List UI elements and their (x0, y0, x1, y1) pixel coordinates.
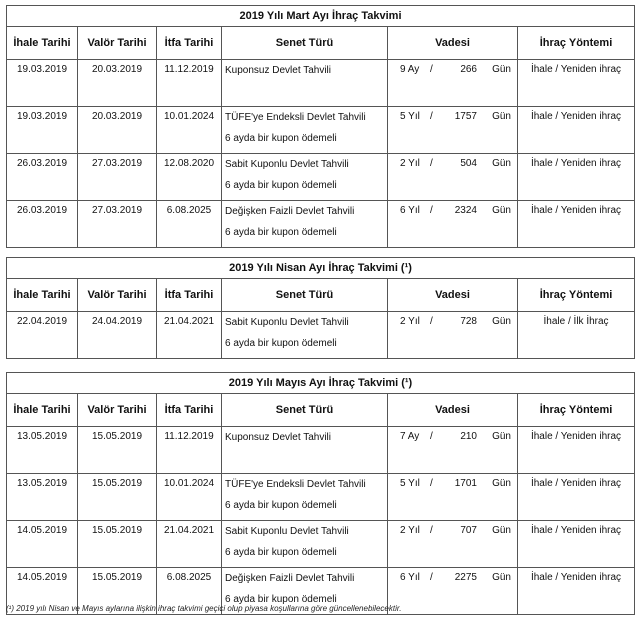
table-row (7, 521, 635, 568)
schedule-table-nisan (6, 257, 635, 359)
senet-line-2: 6 ayda bir kupon ödemeli (225, 133, 337, 144)
cell-valor: 27.03.2019 (78, 201, 157, 248)
cell-vade (388, 201, 518, 248)
vade-gun: 210 (460, 431, 477, 442)
header-yontem: İhraç Yöntemi (518, 27, 635, 60)
cell-valor: 20.03.2019 (78, 60, 157, 107)
cell-vade (388, 312, 518, 359)
cell-itfa: 11.12.2019 (157, 60, 222, 107)
vade-gun-unit: Gün (492, 205, 511, 216)
cell-vade (388, 107, 518, 154)
cell-senet (222, 201, 388, 248)
senet-line-1: TÜFE'ye Endeksli Devlet Tahvili (225, 112, 366, 123)
cell-vade (388, 521, 518, 568)
header-yontem: İhraç Yöntemi (518, 394, 635, 427)
cell-itfa: 11.12.2019 (157, 427, 222, 474)
cell-ihale: 19.03.2019 (7, 107, 78, 154)
cell-ihale: 19.03.2019 (7, 60, 78, 107)
table-row (7, 312, 635, 359)
cell-yontem: İhale / Yeniden ihraç (518, 474, 635, 521)
schedule-table-mart (6, 5, 635, 248)
header-vade: Vadesi (388, 27, 518, 60)
vade-sure: 5 Yıl (400, 111, 420, 122)
senet-line-1: Kuponsuz Devlet Tahvili (225, 65, 331, 76)
vade-gun-unit: Gün (492, 316, 511, 327)
cell-valor: 15.05.2019 (78, 568, 157, 615)
cell-ihale: 26.03.2019 (7, 201, 78, 248)
vade-gun-unit: Gün (492, 64, 511, 75)
cell-yontem: İhale / Yeniden ihraç (518, 201, 635, 248)
vade-gun-unit: Gün (492, 478, 511, 489)
cell-ihale: 22.04.2019 (7, 312, 78, 359)
header-itfa: İtfa Tarihi (157, 27, 222, 60)
vade-gun: 707 (460, 525, 477, 536)
cell-ihale: 26.03.2019 (7, 154, 78, 201)
vade-sure: 2 Yıl (400, 316, 420, 327)
table-title: 2019 Yılı Mart Ayı İhraç Takvimi (7, 6, 635, 27)
senet-line-2: 6 ayda bir kupon ödemeli (225, 180, 337, 191)
vade-slash: / (430, 205, 433, 216)
cell-ihale: 14.05.2019 (7, 568, 78, 615)
table-row (7, 154, 635, 201)
schedule-table-mayis (6, 372, 635, 615)
vade-gun-unit: Gün (492, 111, 511, 122)
cell-itfa: 12.08.2020 (157, 154, 222, 201)
senet-line-1: Sabit Kuponlu Devlet Tahvili (225, 526, 349, 537)
cell-yontem: İhale / Yeniden ihraç (518, 521, 635, 568)
table-row (7, 107, 635, 154)
cell-yontem: İhale / Yeniden ihraç (518, 60, 635, 107)
vade-gun-unit: Gün (492, 525, 511, 536)
cell-itfa: 10.01.2024 (157, 107, 222, 154)
header-valor: Valör Tarihi (78, 27, 157, 60)
vade-gun: 1757 (454, 111, 477, 122)
header-vade: Vadesi (388, 394, 518, 427)
vade-gun-unit: Gün (492, 431, 511, 442)
header-itfa: İtfa Tarihi (157, 279, 222, 312)
cell-itfa: 10.01.2024 (157, 474, 222, 521)
header-vade: Vadesi (388, 279, 518, 312)
cell-vade (388, 154, 518, 201)
header-ihale: İhale Tarihi (7, 394, 78, 427)
senet-line-1: TÜFE'ye Endeksli Devlet Tahvili (225, 479, 366, 490)
cell-yontem: İhale / Yeniden ihraç (518, 568, 635, 615)
vade-slash: / (430, 64, 433, 75)
senet-line-2: 6 ayda bir kupon ödemeli (225, 594, 337, 605)
vade-slash: / (430, 478, 433, 489)
cell-yontem: İhale / Yeniden ihraç (518, 427, 635, 474)
cell-itfa: 21.04.2021 (157, 521, 222, 568)
cell-valor: 15.05.2019 (78, 521, 157, 568)
cell-valor: 15.05.2019 (78, 474, 157, 521)
cell-senet (222, 107, 388, 154)
vade-sure: 9 Ay (400, 64, 420, 75)
vade-slash: / (430, 111, 433, 122)
vade-sure: 6 Yıl (400, 205, 420, 216)
vade-gun: 266 (460, 64, 477, 75)
vade-sure: 2 Yıl (400, 158, 420, 169)
cell-senet (222, 474, 388, 521)
table-title: 2019 Yılı Mayıs Ayı İhraç Takvimi (¹) (7, 373, 635, 394)
senet-line-1: Sabit Kuponlu Devlet Tahvili (225, 159, 349, 170)
vade-slash: / (430, 431, 433, 442)
table-row (7, 60, 635, 107)
vade-slash: / (430, 525, 433, 536)
vade-slash: / (430, 158, 433, 169)
vade-sure: 6 Yıl (400, 572, 420, 583)
cell-yontem: İhale / Yeniden ihraç (518, 154, 635, 201)
header-senet: Senet Türü (222, 394, 388, 427)
cell-vade (388, 427, 518, 474)
vade-gun-unit: Gün (492, 572, 511, 583)
cell-ihale: 14.05.2019 (7, 521, 78, 568)
senet-line-1: Kuponsuz Devlet Tahvili (225, 432, 331, 443)
senet-line-1: Değişken Faizli Devlet Tahvili (225, 206, 355, 217)
cell-senet (222, 427, 388, 474)
senet-line-2: 6 ayda bir kupon ödemeli (225, 227, 337, 238)
cell-valor: 27.03.2019 (78, 154, 157, 201)
vade-gun: 504 (460, 158, 477, 169)
cell-senet (222, 60, 388, 107)
vade-gun-unit: Gün (492, 158, 511, 169)
cell-senet (222, 312, 388, 359)
vade-sure: 2 Yıl (400, 525, 420, 536)
cell-valor: 24.04.2019 (78, 312, 157, 359)
cell-valor: 20.03.2019 (78, 107, 157, 154)
vade-gun: 2275 (454, 572, 477, 583)
table-row (7, 427, 635, 474)
table-row (7, 201, 635, 248)
header-yontem: İhraç Yöntemi (518, 279, 635, 312)
cell-valor: 15.05.2019 (78, 427, 157, 474)
senet-line-2: 6 ayda bir kupon ödemeli (225, 547, 337, 558)
cell-yontem: İhale / İlk İhraç (518, 312, 635, 359)
cell-itfa: 6.08.2025 (157, 201, 222, 248)
vade-slash: / (430, 572, 433, 583)
cell-senet (222, 521, 388, 568)
cell-ihale: 13.05.2019 (7, 427, 78, 474)
table-row (7, 474, 635, 521)
vade-slash: / (430, 316, 433, 327)
header-ihale: İhale Tarihi (7, 27, 78, 60)
senet-line-2: 6 ayda bir kupon ödemeli (225, 500, 337, 511)
vade-gun: 2324 (454, 205, 477, 216)
cell-senet (222, 154, 388, 201)
cell-vade (388, 474, 518, 521)
cell-yontem: İhale / Yeniden ihraç (518, 107, 635, 154)
cell-vade (388, 568, 518, 615)
vade-gun: 1701 (454, 478, 477, 489)
header-valor: Valör Tarihi (78, 279, 157, 312)
cell-ihale: 13.05.2019 (7, 474, 78, 521)
header-valor: Valör Tarihi (78, 394, 157, 427)
senet-line-2: 6 ayda bir kupon ödemeli (225, 338, 337, 349)
vade-gun: 728 (460, 316, 477, 327)
cell-vade (388, 60, 518, 107)
vade-sure: 5 Yıl (400, 478, 420, 489)
vade-sure: 7 Ay (400, 431, 420, 442)
header-itfa: İtfa Tarihi (157, 394, 222, 427)
footnote: (¹) 2019 yılı Nisan ve Mayıs aylarına ilişkin ihraç takvimi geçici olup piyasa koşullarına göre güncellenebilecektir. (6, 604, 402, 613)
cell-itfa: 6.08.2025 (157, 568, 222, 615)
header-senet: Senet Türü (222, 27, 388, 60)
cell-itfa: 21.04.2021 (157, 312, 222, 359)
senet-line-1: Değişken Faizli Devlet Tahvili (225, 573, 355, 584)
table-title: 2019 Yılı Nisan Ayı İhraç Takvimi (¹) (7, 258, 635, 279)
header-ihale: İhale Tarihi (7, 279, 78, 312)
senet-line-1: Sabit Kuponlu Devlet Tahvili (225, 317, 349, 328)
header-senet: Senet Türü (222, 279, 388, 312)
